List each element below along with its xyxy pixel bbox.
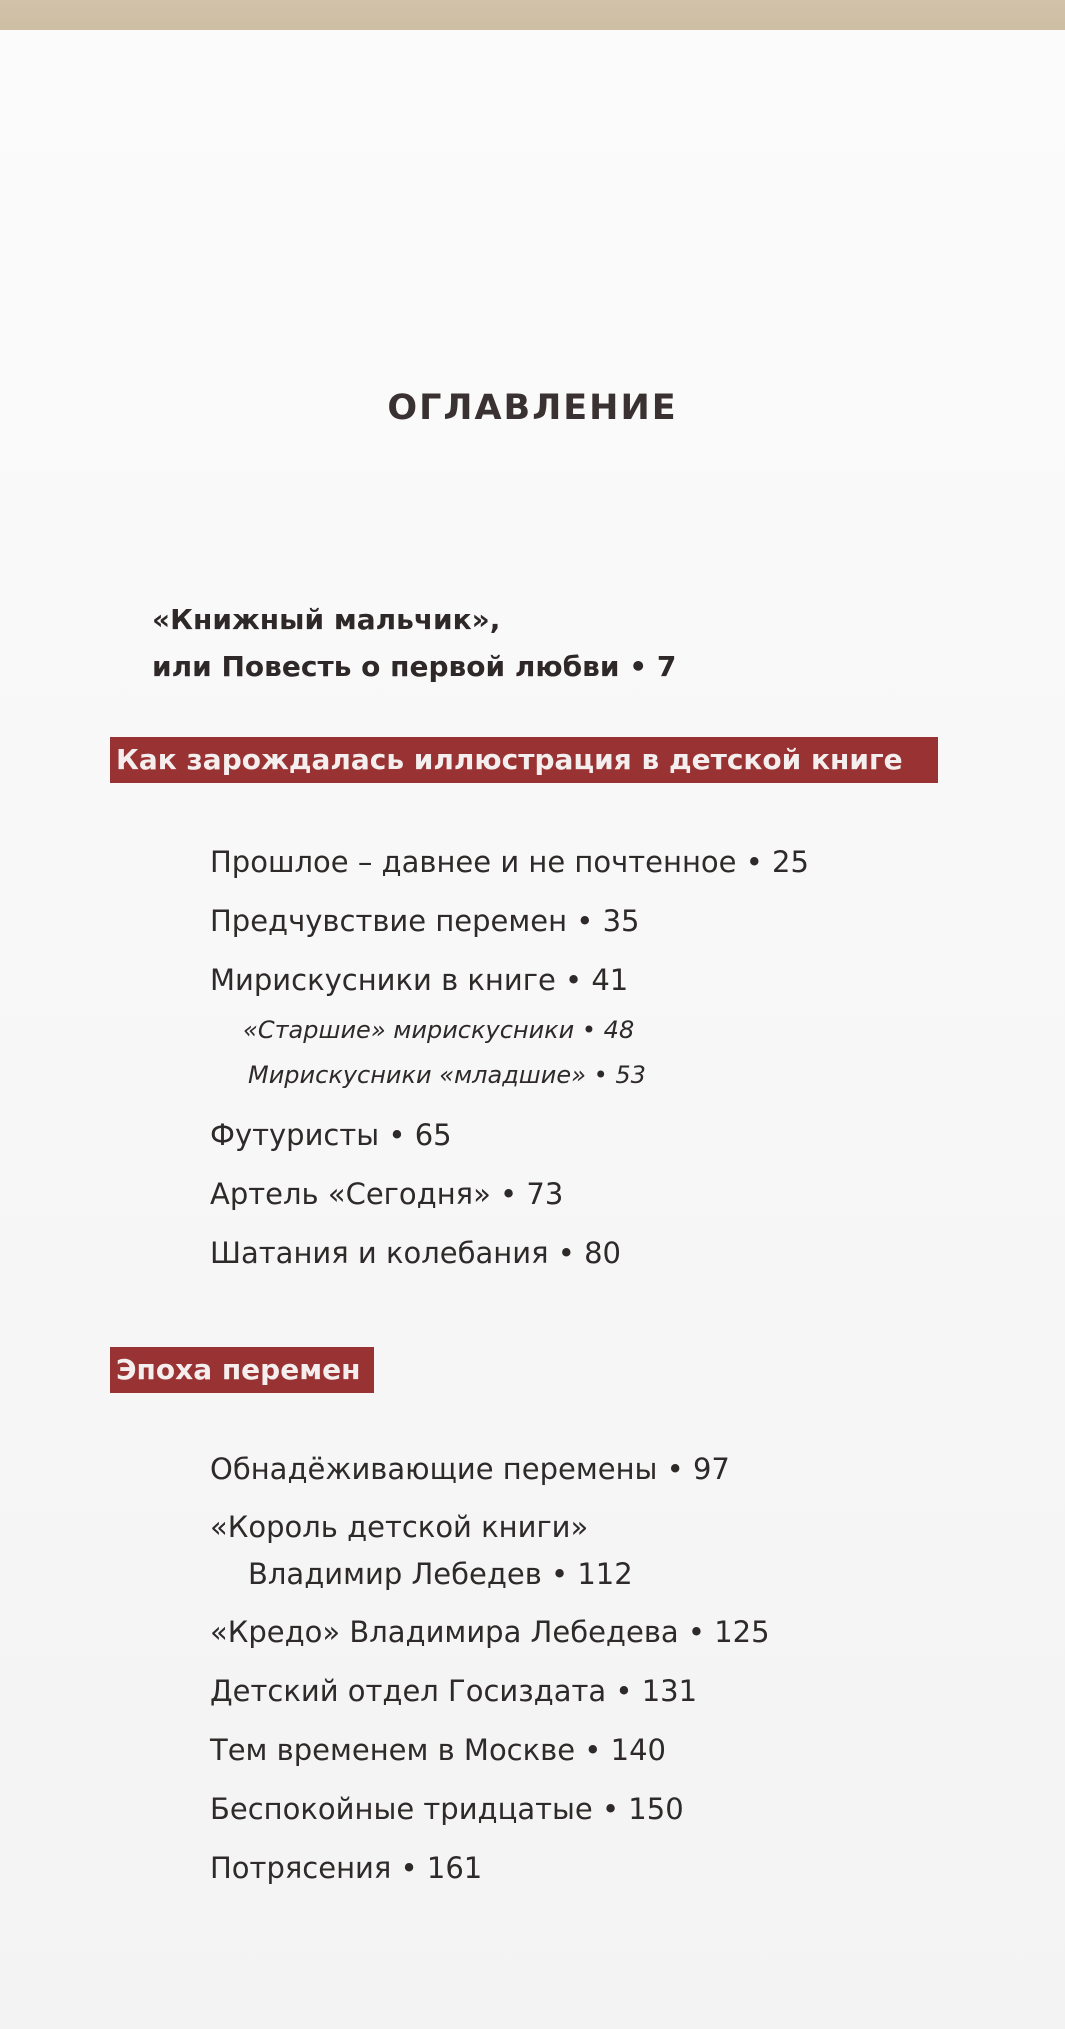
section-heading-1: Как зарождалась иллюстрация в детской книге [110, 737, 938, 783]
toc-entry: Предчувствие перемен • 35 [210, 904, 640, 938]
intro-entry-line-2: или Повесть о первой любви • 7 [152, 650, 677, 683]
intro-entry-line-1: «Книжный мальчик», [152, 603, 501, 636]
toc-entry: Артель «Сегодня» • 73 [210, 1177, 564, 1211]
toc-entry: Обнадёживающие перемены • 97 [210, 1452, 730, 1486]
toc-entry: Футуристы • 65 [210, 1118, 452, 1152]
toc-entry: Детский отдел Госиздата • 131 [210, 1674, 698, 1708]
toc-entry: Мирискусники в книге • 41 [210, 963, 629, 997]
page-edge-band [0, 0, 1065, 34]
toc-entry-continuation: Владимир Лебедев • 112 [248, 1557, 633, 1591]
toc-subentry: Мирискусники «младшие» • 53 [248, 1061, 646, 1089]
section-heading-2: Эпоха перемен [110, 1347, 374, 1393]
toc-entry: «Кредо» Владимира Лебедева • 125 [210, 1615, 770, 1649]
toc-entry: Тем временем в Москве • 140 [210, 1733, 666, 1767]
toc-entry: Потрясения • 161 [210, 1851, 483, 1885]
toc-entry: Шатания и колебания • 80 [210, 1236, 621, 1270]
toc-entry: «Король детской книги» [210, 1510, 589, 1544]
toc-entry: Беспокойные тридцатые • 150 [210, 1792, 684, 1826]
page-title: ОГЛАВЛЕНИЕ [387, 388, 678, 428]
toc-subentry: «Старшие» мирискусники • 48 [243, 1016, 635, 1044]
toc-entry: Прошлое – давнее и не почтенное • 25 [210, 845, 809, 879]
